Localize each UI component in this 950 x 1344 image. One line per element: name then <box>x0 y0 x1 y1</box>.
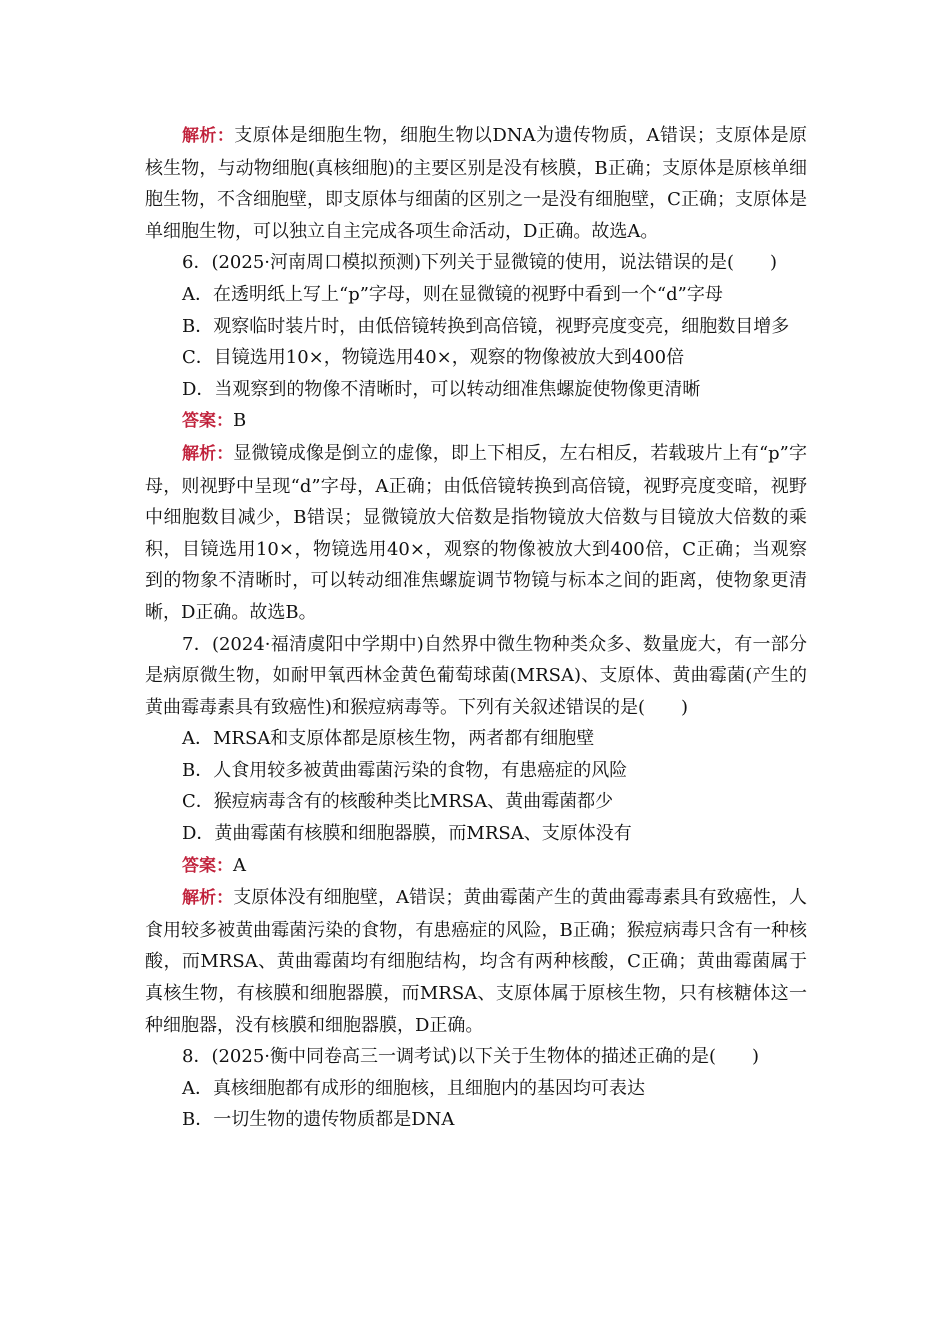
answer-label: 答案： <box>182 411 233 432</box>
q6-answer <box>145 405 807 438</box>
answer-value: A <box>233 854 246 876</box>
analysis-text: 支原体是细胞生物，细胞生物以DNA为遗传物质，A错误；支原体是原核生物，与动物细胞(真核细胞)的主要区别是没有核膜，B正确；支原体是原核单细胞生物，不含细胞壁，即支原体与细菌的区别之一是没有细胞壁，C正确；支原体是单细胞生物，可以独立自主完成各项生命活动，D正确。故选A。 <box>145 125 807 242</box>
analysis-text: 显微镜成像是倒立的虚像，即上下相反，左右相反，若载玻片上有“p”字母，则视野中呈现“d”字母，A正确；由低倍镜转换到高倍镜，视野亮度变暗，视野中细胞数目减少，B错误；显微镜放大倍数是指物镜放大倍数与目镜放大倍数的乘积，目镜选用10×，物镜选用40×，观察的物像被放大到400倍，C正确；当观察到的物象不清晰时，可以转动细准焦螺旋调节物镜与标本之间的距离，使物象更清晰，D正确。故选B。 <box>145 442 807 623</box>
document-content <box>145 120 807 1136</box>
q7-option-b: B．人食用较多被黄曲霉菌污染的食物，有患癌症的风险 <box>182 759 628 781</box>
q7-analysis <box>145 882 807 1041</box>
q6-option-d: D．当观察到的物像不清晰时，可以转动细准焦螺旋使物像更清晰 <box>182 378 701 400</box>
q7-answer <box>145 850 807 883</box>
q7-option-c: C．猴痘病毒含有的核酸种类比MRSA、黄曲霉菌都少 <box>182 791 614 813</box>
analysis-label: 解析： <box>182 126 235 146</box>
q7-option-a: A．MRSA和支原体都是原核生物，两者都有细胞壁 <box>182 728 595 750</box>
analysis-label: 解析： <box>182 888 234 909</box>
q7-stem: 7．(2024·福清虞阳中学期中)自然界中微生物种类众多、数量庞大，有一部分是病原微生物，如耐甲氧西林金黄色葡萄球菌(MRSA)、支原体、黄曲霉菌(产生的黄曲霉毒素具有致癌性)和猴痘病毒等。下列有关叙述错误的是( ) <box>145 633 807 718</box>
q6-option-b: B．观察临时装片时，由低倍镜转换到高倍镜，视野亮度变亮，细胞数目增多 <box>182 315 790 337</box>
q6-option-a: A．在透明纸上写上“p”字母，则在显微镜的视野中看到一个“d”字母 <box>182 283 723 305</box>
analysis-text: 支原体没有细胞壁，A错误；黄曲霉菌产生的黄曲霉毒素具有致癌性，人食用较多被黄曲霉菌污染的食物，有患癌症的风险，B正确；猴痘病毒只含有一种核酸，而MRSA、黄曲霉菌均有细胞结构，均含有两种核酸，C正确；黄曲霉菌属于真核生物，有核膜和细胞器膜，而MRSA、支原体属于原核生物，只有核糖体这一种细胞器，没有核膜和细胞器膜，D正确。 <box>145 887 807 1036</box>
q7-option-d: D．黄曲霉菌有核膜和细胞器膜，而MRSA、支原体没有 <box>182 823 632 845</box>
answer-value: B <box>233 410 247 432</box>
q5-analysis <box>145 120 807 247</box>
q8-option-a: A．真核细胞都有成形的细胞核，且细胞内的基因均可表达 <box>182 1077 645 1099</box>
answer-label: 答案： <box>182 855 233 876</box>
q8-stem: 8．(2025·衡中同卷高三一调考试)以下关于生物体的描述正确的是( ) <box>182 1046 760 1068</box>
q6-analysis <box>145 438 807 629</box>
q6-stem: 6．(2025·河南周口模拟预测)下列关于显微镜的使用，说法错误的是( ) <box>182 252 778 274</box>
analysis-label: 解析： <box>182 443 234 464</box>
q8-option-b: B．一切生物的遗传物质都是DNA <box>182 1109 455 1131</box>
q6-option-c: C．目镜选用10×，物镜选用40×，观察的物像被放大到400倍 <box>182 347 685 369</box>
